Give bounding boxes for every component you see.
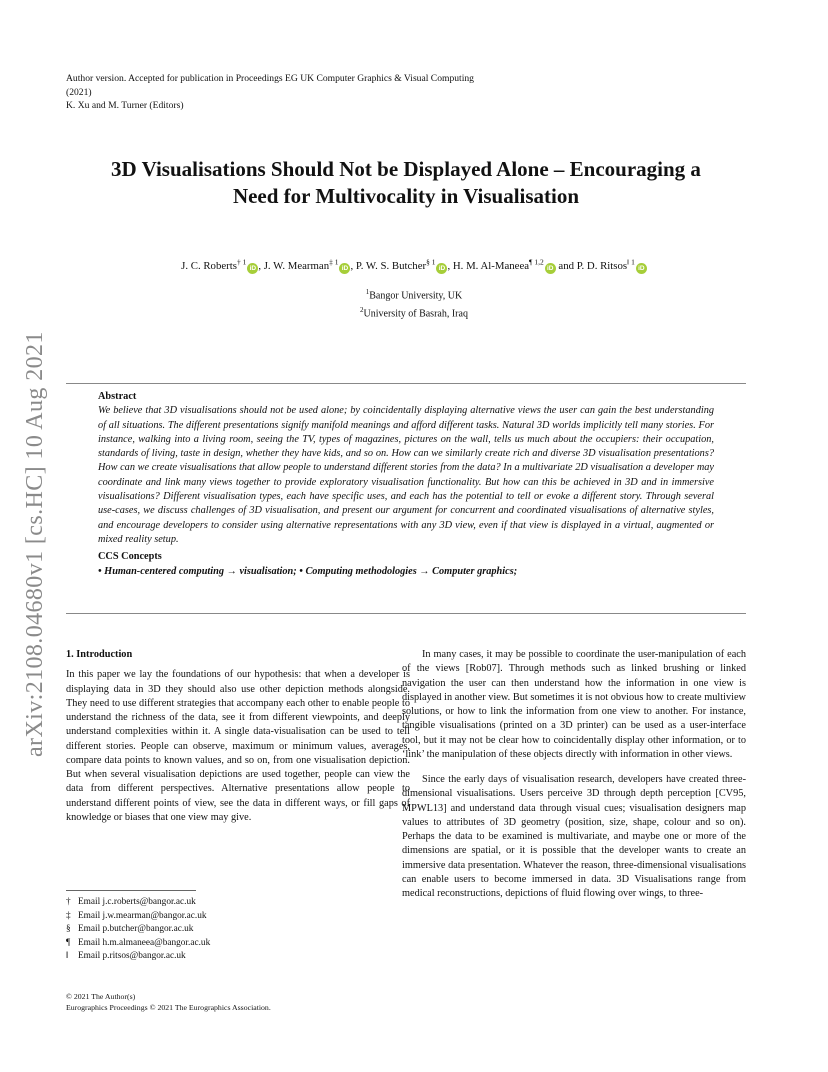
section-heading: 1. Introduction	[66, 649, 133, 660]
author-separator: ,	[350, 259, 356, 272]
footnote	[66, 896, 210, 910]
affiliation-text: University of Basrah, Iraq	[363, 308, 468, 320]
footnote-text[interactable]: Email p.ritsos@bangor.ac.uk	[78, 951, 186, 962]
author-separator: ,	[258, 259, 264, 272]
orcid-icon[interactable]: iD	[247, 263, 258, 274]
author-affil-mark: † 1	[236, 257, 247, 266]
affiliations	[200, 285, 628, 322]
ccs-heading: CCS Concepts	[98, 551, 162, 563]
orcid-icon[interactable]: iD	[436, 263, 447, 274]
page-footer	[66, 991, 271, 1013]
author-separator: ,	[447, 259, 453, 272]
author	[263, 257, 356, 272]
footnote-text[interactable]: Email j.c.roberts@bangor.ac.uk	[78, 897, 196, 907]
footnote	[66, 950, 210, 964]
abstract-bottom-divider	[66, 613, 746, 614]
author-name: J. C. Roberts	[181, 259, 237, 272]
body-paragraph: In this paper we lay the foundations of our hypothesis: that when a developer is displaying data in 3D they should also use other depiction methods alongside. They need to use different strategies that accompany each other to enable people to understand the richness of the data, see it from different viewpoints, and deeply understand complexities within it. A single data-visualisation can be used to tell different stories. People can observe, maximum or minimum values, averages, compare data points to known values, and so on, from one visualisation depiction. But when several visualisation depictions are used together, people can view the data from different perspectives. Alternative presentations allow people to understand different points of view, see the data in different ways, or fill gaps of knowledge or biases that one view may give.	[66, 669, 410, 823]
author-affil-mark: ‖ 1	[627, 257, 635, 266]
author-list	[80, 257, 748, 274]
affiliation-number: 2	[360, 306, 364, 315]
footnote-mark: ‡	[66, 910, 71, 921]
header-line-1: Author version. Accepted for publication in Proceedings EG UK Computer Graphics & Visual Computing	[66, 73, 474, 84]
orcid-icon[interactable]: iD	[545, 263, 556, 274]
copyright-line: © 2021 The Author(s)	[66, 992, 136, 1001]
abstract-block	[98, 390, 714, 579]
publisher-line: Eurographics Proceedings © 2021 The Eurographics Association.	[66, 1003, 271, 1012]
author-name: J. W. Mearman	[263, 259, 330, 272]
author	[452, 257, 577, 272]
header-line-3: K. Xu and M. Turner (Editors)	[66, 100, 184, 112]
affiliation	[200, 285, 628, 303]
author-affil-mark: ‡ 1	[329, 257, 339, 266]
footnote	[66, 937, 210, 951]
paper-title	[50, 156, 762, 210]
left-column	[66, 648, 410, 825]
footnote-mark: †	[66, 897, 71, 907]
right-column	[402, 648, 746, 901]
author-name: P. W. S. Butcher	[355, 259, 427, 272]
abstract-top-divider	[66, 383, 746, 384]
footnote-divider	[66, 890, 196, 891]
affiliation-number: 1	[365, 288, 370, 296]
running-header	[66, 72, 626, 113]
footnote-text[interactable]: Email h.m.almaneea@bangor.ac.uk	[78, 937, 211, 948]
footnote	[66, 910, 210, 924]
abstract-heading: Abstract	[98, 391, 137, 402]
abstract-text: We believe that 3D visualisations should not be used alone; by coincidentally displaying alternative views the user can gain the best understanding of all situations. The different presentations signify manifold meanings and afford different tasks. Natural 3D worlds implicitly tell many stories. For instance, walking into a living room, seeing the TV, types of magazines, pictures on the wall, tells us much about the occupiers: their occupation, standards of living, taste in design, whether they have kids, and so on. How can we similarly create rich and diverse 3D visualisation presentations? How can we create visualisations that allow people to understand different stories from the data? In a multivariate 2D visualisation a developer may coordinate and link many views together to provide exploratory visualisation functionality. But how can this be achieved in 3D and in immersive visualisations? Different visualisation types, each have specific uses, and each has the potential to tell or evoke a different story. Through several use-cases, we discuss challenges of 3D visualisation, and present our argument for concurrent and coordinated visualisations of alternative styles, and encourage developers to consider using alternative representations with any 3D view, even if that view is displayed in a virtual, augmented or mixed reality setup.	[98, 405, 714, 545]
footnote-mark: ‖	[66, 951, 69, 962]
author	[576, 257, 647, 272]
footnote-mark: §	[66, 924, 71, 935]
footnote-text[interactable]: Email p.butcher@bangor.ac.uk	[78, 924, 194, 935]
footnote	[66, 923, 210, 937]
author	[355, 257, 453, 272]
footnotes	[66, 896, 210, 964]
author-separator: and	[555, 259, 577, 272]
author-name: P. D. Ritsos	[576, 259, 628, 272]
author-name: H. M. Al-Maneea	[452, 259, 530, 272]
arxiv-identifier[interactable]: arXiv:2108.04680v1 [cs.HC] 10 Aug 2021	[22, 331, 48, 757]
body-paragraph: Since the early days of visualisation research, developers have created three-dimensional visualisations. Users perceive 3D through depth perception [CV95, MPWL13] and understand data through visual cues; visualisation designers map values to attributes of 3D geometry (position, size, shape, colour and so on). Perhaps the data to be examined is multivariate, and maybe one or more of the dimensions are spatial, or it is possible that the developer wants to create an immersive data presentation. Whatever the reason, three-dimensional visualisations can enable users to become immersed in data. 3D Visualisations range from medical reconstructions, depictions of fluid flowing over wings, to three-	[402, 774, 746, 899]
title-line-2: Need for Multivocality in Visualisation	[232, 184, 580, 208]
author	[181, 257, 264, 272]
title-line-1: 3D Visualisations Should Not be Displayed Alone – Encouraging a	[111, 157, 701, 181]
orcid-icon[interactable]: iD	[636, 263, 647, 274]
body-paragraph: In many cases, it may be possible to coordinate the user-manipulation of each of the views [Rob07]. Through methods such as linked brushing or linked navigation the user can then understand how the information in one view is displayed in another view. But sometimes it is not obvious how to create multiview solutions, or how to link the information from one view to another. For instance, tangible visualisations (printed on a 3D printer) can be used as a user-interface tool, but it may not be clear how to coincidentally display other information, or to ‘link’ the manipulation of these objects directly with information in other views.	[402, 649, 746, 760]
footnote-text[interactable]: Email j.w.mearman@bangor.ac.uk	[78, 910, 207, 921]
ccs-concepts: • Human-centered computing → visualisation; • Computing methodologies → Computer graphics;	[98, 565, 518, 577]
affiliation	[200, 303, 628, 321]
orcid-icon[interactable]: iD	[339, 263, 350, 274]
affiliation-text: Bangor University, UK	[369, 290, 463, 302]
footnote-mark: ¶	[66, 937, 71, 948]
header-line-2: (2021)	[66, 86, 92, 98]
author-affil-mark: ¶ 1,2	[529, 257, 544, 266]
author-affil-mark: § 1	[426, 257, 436, 266]
